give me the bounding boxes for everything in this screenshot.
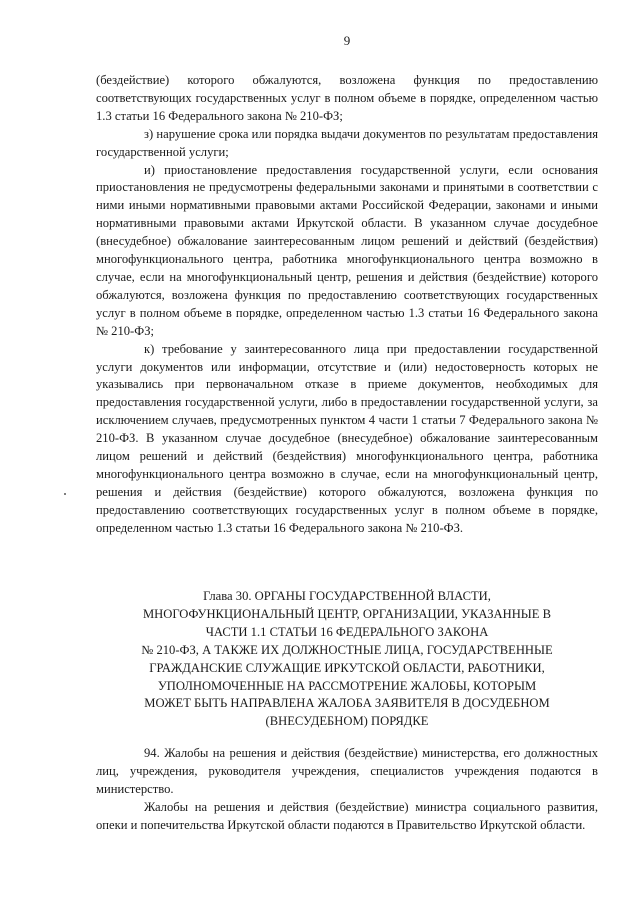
chapter-heading-line: Глава 30. ОРГАНЫ ГОСУДАРСТВЕННОЙ ВЛАСТИ,: [203, 589, 491, 603]
chapter-heading-line: УПОЛНОМОЧЕННЫЕ НА РАССМОТРЕНИЕ ЖАЛОБЫ, КОТОРЫМ: [157, 678, 537, 693]
complaint-grounds-list: [96, 72, 598, 538]
list-item-z: з) нарушение срока или порядка выдачи документов по результатам предоставления государственной услуги;: [96, 126, 598, 159]
continuation-paragraph: (бездействие) которого обжалуются, возложена функция по предоставлению соответствующих государственных услуг в полном объеме в порядке, определенном частью 1.3 статьи 16 Федерального закона № 210-ФЗ;: [96, 73, 598, 123]
list-item-k: к) требование у заинтересованного лица при предоставлении государственной услуги документов или информации, отсутствие и (или) недостоверность которых не указывались при первоначальном отказе в приеме документов, необходимых для предоставления государственной услуги, либо в предоставлении государственной услуги, за исключением случаев, предусмотренных пунктом 4 части 1 статьи 7 Федерального закона № 210-ФЗ. В указанном случае досудебное (внесудебное) обжалование заинтересованным лицом решений и действий (бездействия) многофункционального центра, работника многофункционального центра возможно в случае, если на многофункциональный центр, решения и действия (бездействие) которого обжалуются, возложена функция по предоставлению соответствующих государственных услуг в полном объеме в порядке, определенном частью 1.3 статьи 16 Федерального закона № 210-ФЗ.: [96, 341, 598, 535]
paragraph-94: 94. Жалобы на решения и действия (бездействие) министерства, его должностных лиц, учреждения, руководителя учреждения, специалистов учреждения подаются в министерство.: [96, 746, 598, 796]
chapter-heading-line: (ВНЕСУДЕБНОМ) ПОРЯДКЕ: [265, 714, 429, 729]
chapter-heading-line: МОЖЕТ БЫТЬ НАПРАВЛЕНА ЖАЛОБА ЗАЯВИТЕЛЯ В ДОСУДЕБНОМ: [144, 696, 550, 711]
chapter-heading: [96, 588, 598, 731]
section-body: [96, 745, 598, 835]
chapter-heading-line: МНОГОФУНКЦИОНАЛЬНЫЙ ЦЕНТР, ОРГАНИЗАЦИИ, УКАЗАННЫЕ В: [142, 606, 552, 621]
chapter-heading-line: ЧАСТИ 1.1 СТАТЬИ 16 ФЕДЕРАЛЬНОГО ЗАКОНА: [205, 624, 489, 639]
scan-speck: [64, 493, 66, 495]
chapter-heading-line: № 210-ФЗ, А ТАКЖЕ ИХ ДОЛЖНОСТНЫЕ ЛИЦА, ГОСУДАРСТВЕННЫЕ: [141, 642, 553, 657]
list-item-i: и) приостановление предоставления государственной услуги, если основания приостановления не предусмотрены федеральными законами и принятыми в соответствии с ними иными нормативными правовыми актами Российской Федерации, законами и иными нормативными правовыми актами Иркутской области. В указанном случае досудебное (внесудебное) обжалование заинтересованным лицом решений и действий (бездействия) многофункционального центра, работника многофункционального центра возможно в случае, если на многофункциональный центр, решения и действия (бездействие) которого обжалуются, возложена функция по предоставлению соответствующих государственных услуг в полном объеме в порядке, определенном частью 1.3 статьи 16 Федерального закона № 210-ФЗ;: [96, 162, 598, 338]
chapter-heading-line: ГРАЖДАНСКИЕ СЛУЖАЩИЕ ИРКУТСКОЙ ОБЛАСТИ, РАБОТНИКИ,: [149, 660, 545, 675]
paragraph-minister-complaints: Жалобы на решения и действия (бездействие) министра социального развития, опеки и попечительства Иркутской области подаются в Правительство Иркутской области.: [96, 799, 598, 832]
page-number: 9: [343, 33, 351, 48]
document-page: [96, 0, 598, 905]
